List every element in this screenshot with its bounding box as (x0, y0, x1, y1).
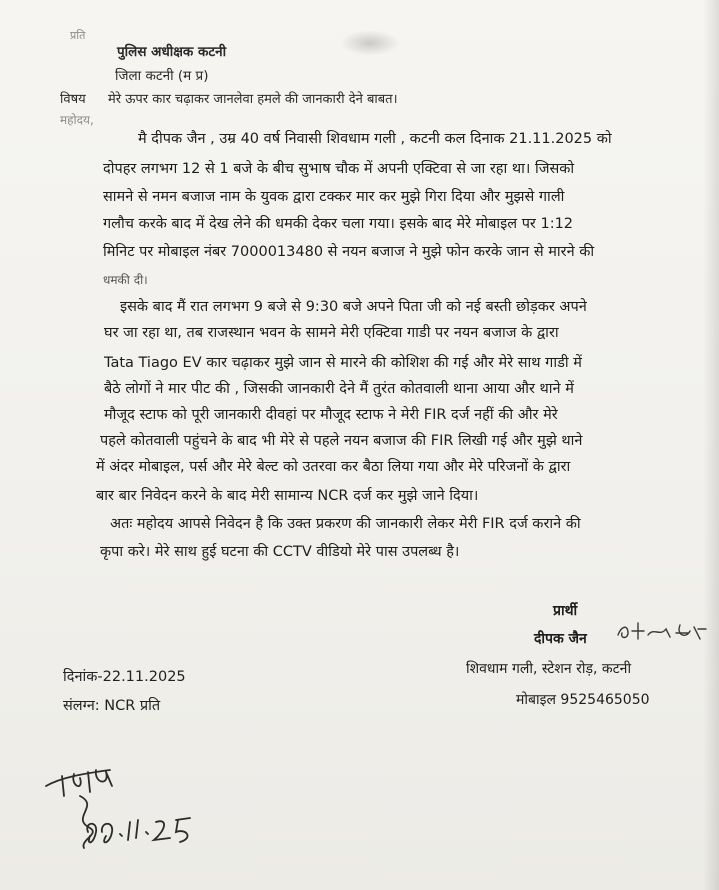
addressee-line-1: पुलिस अधीक्षक कटनी (117, 44, 227, 60)
body-line-11: मौजूद स्टाफ को पूरी जानकारी दीवहां पर मौजूद स्टाफ ने मेरी FIR दर्ज नहीं की और मेरे (104, 407, 558, 423)
subject-text: मेरे ऊपर कार चढ़ाकर जानलेवा हमले की जानकारी देने बाबत। (108, 92, 398, 107)
body-line-10: बैठे लोगों ने मार पीट की , जिसकी जानकारी देने मैं तुरंत कोतवाली थाना आया और थाने में (104, 381, 574, 397)
prati-label: प्रति (70, 29, 86, 42)
signer-mobile: मोबाइल 9525465050 (516, 692, 650, 708)
letter-date: दिनांक-22.11.2025 (63, 669, 186, 685)
handwritten-received-date (82, 792, 222, 852)
body-line-8: घर जा रहा था, तब राजस्थान भवन के सामने मेरी एक्टिवा गाडी पर नयन बजाज के द्वारा (104, 325, 559, 341)
enclosure-note: संलग्न: NCR प्रति (63, 698, 161, 714)
body-line-9: Tata Tiago EV कार चढ़ाकर मुझे जान से मारने की कोशिश की गई और मेरे साथ गाडी में (104, 355, 582, 371)
body-line-13: में अंदर मोबाइल, पर्स और मेरे बेल्ट को उतरवा कर बैठा लिया गया और मेरे परिजनों के द्वारा (96, 459, 571, 475)
addressee-line-2: जिला कटनी (म प्र) (115, 68, 209, 84)
body-line-12: पहले कोतवाली पहुंचने के बाद भी मेरे से पहले नयन बजाज की FIR लिखी गई और मुझे थाने (100, 433, 583, 449)
body-line-15: अतः महोदय आपसे निवेदन है कि उक्त प्रकरण की जानकारी लेकर मेरी FIR दर्ज कराने की (110, 516, 581, 532)
body-line-14: बार बार निवेदन करने के बाद मेरी सामान्य NCR दर्ज कर मुझे जाने दिया। (96, 488, 479, 504)
body-line-16: कृपा करे। मेरे साथ हुई घटना की CCTV वीडियो मेरे पास उपलब्ध है। (100, 544, 460, 560)
body-line-7: इसके बाद मैं रात लगभग 9 बजे से 9:30 बजे अपने पिता जी को नई बस्ती छोड़कर अपने (120, 299, 587, 315)
salutation: महोदय, (60, 113, 94, 127)
body-line-5: मिनिट पर मोबाइल नंबर 7000013480 से नयन बजाज ने मुझे फोन करके जान से मारने की (103, 244, 595, 260)
body-line-1: मै दीपक जैन , उम्र 40 वर्ष निवासी शिवधाम गली , कटनी कल दिनाक 21.11.2025 को (138, 131, 612, 147)
prarthi-label: प्रार्थी (553, 603, 578, 619)
body-line-2: दोपहर लगभग 12 से 1 बजे के बीच सुभाष चौक में अपनी एक्टिवा से जा रहा था। जिसको (103, 161, 575, 177)
handwritten-signature (614, 617, 710, 647)
ink-smudge (340, 30, 400, 56)
body-line-3: सामने से नमन बजाज नाम के युवक द्वारा टक्कर मार कर मुझे गिरा दिया और मुझसे गाली (103, 189, 565, 205)
body-line-6: धमकी दी। (103, 273, 148, 287)
signer-address: शिवधाम गली, स्टेशन रोड़, कटनी (466, 661, 632, 677)
page-edge-shadow (703, 0, 719, 890)
body-line-4: गलौच करके बाद में देख लेने की धमकी देकर चला गया। इसके बाद मेरे मोबाइल पर 1:12 (103, 216, 574, 232)
signer-name: दीपक जैन (534, 631, 587, 647)
subject-label: विषय (60, 92, 86, 107)
